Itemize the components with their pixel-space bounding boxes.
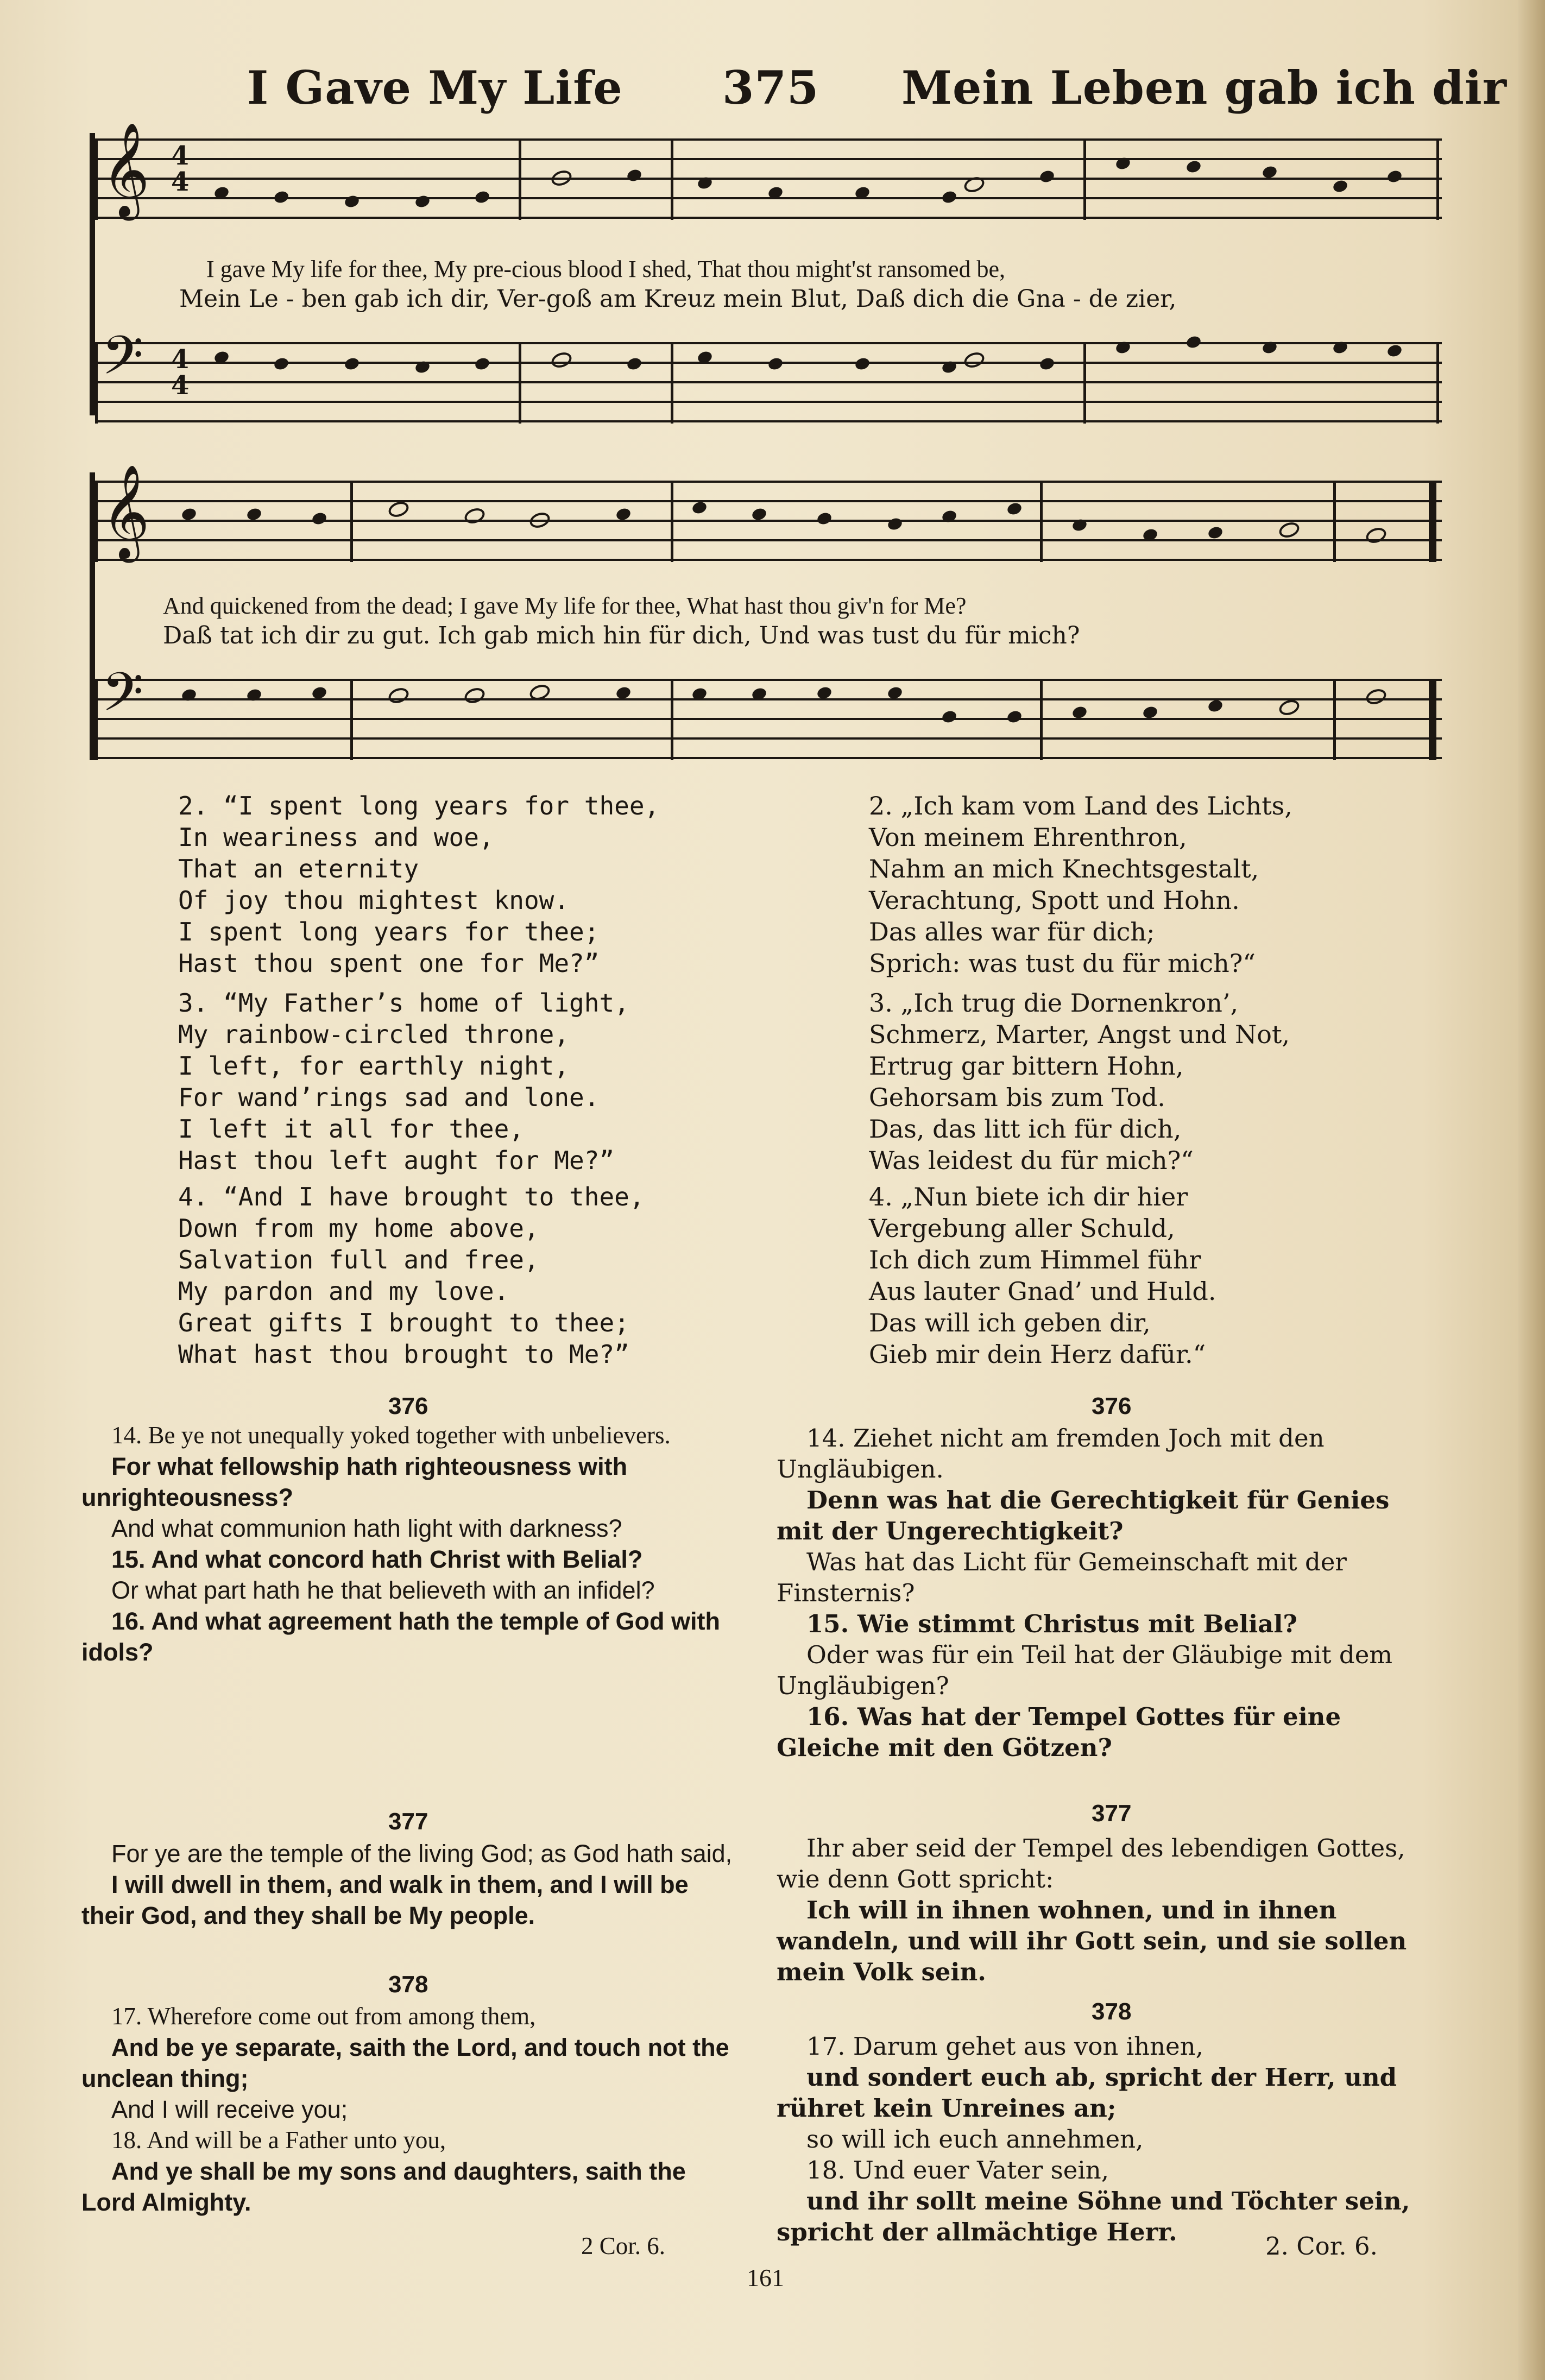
verse-english-3: 3. “My Father’s home of light, My rainbow-circled throne, I left, for earthly night, For wand’rings sad and lone. I left it all for thee, Hast thou left aught for Me?” [178, 988, 629, 1175]
time-signature-bass: 4 4 [171, 344, 190, 401]
reading-line: And ye shall be my sons and daughters, saith the Lord Almighty. [81, 2157, 686, 2216]
reading-376-english [81, 1420, 739, 1668]
bass-staff [95, 325, 1442, 424]
verse-english-4: 4. “And I have brought to thee, Down from my home above, Salvation full and free, My pardon and my love. Great gifts I brought to thee; What hast thou brought to Me?” [178, 1182, 645, 1369]
reading-line: Ihr aber seid der Tempel des lebendigen Gottes, wie denn Gott spricht: [777, 1834, 1405, 1893]
treble-clef-icon: 𝄞 [102, 464, 150, 559]
verse-german-3: 3. „Ich trug die Dornenkron’, Schmerz, Marter, Angst und Not, Ertrug gar bittern Hohn, Gehorsam bis zum Tod. Das, das litt ich für dich, Was leidest du für mich?“ [869, 988, 1290, 1175]
lyrics-german-row1: Mein Le - ben gab ich dir, Ver-goß am Kreuz mein Blut, Daß dich die Gna - de zier, [179, 285, 1177, 313]
hymn-title-english: I Gave My Life [247, 61, 623, 115]
reading-line: For what fellowship hath righteousness with unrighteousness? [81, 1453, 628, 1511]
reading-line: For ye are the temple of the living God; as God hath said, [111, 1840, 733, 1867]
reading-line: Ich will in ihnen wohnen, und in ihnen wandeln, und will ihr Gott sein, und sie sollen mein Volk sein. [777, 1896, 1407, 1986]
page-number: 161 [747, 2264, 784, 2291]
reading-line: und sondert euch ab, spricht der Herr, und rühret kein Unreines an; [777, 2063, 1397, 2123]
page-edge [1518, 0, 1545, 2380]
scripture-reference-en: 2 Cor. 6. [581, 2232, 666, 2259]
lyrics-english-row1: I gave My life for thee, My pre-cious blood I shed, That thou might'st ransomed be, [206, 256, 1006, 282]
reading-number-378-en: 378 [388, 1971, 428, 1998]
reading-number-378-de: 378 [1092, 1998, 1132, 2025]
reading-line: 17. Darum gehet aus von ihnen, [806, 2032, 1203, 2061]
reading-line: 15. And what concord hath Christ with Belial? [111, 1545, 643, 1573]
reading-line: 18. Und euer Vater sein, [806, 2156, 1109, 2185]
reading-line: 16. Was hat der Tempel Gottes für eine Gleiche mit den Götzen? [777, 1702, 1341, 1762]
reading-line: 14. Be ye not unequally yoked together with unbelievers. [111, 1422, 671, 1449]
reading-line: 14. Ziehet nicht am fremden Joch mit den Ungläubigen. [777, 1424, 1325, 1483]
reading-line: Oder was für ein Teil hat der Gläubige mit dem Ungläubigen? [777, 1640, 1392, 1700]
reading-line: I will dwell in them, and walk in them, and I will be their God, and they shall be My people. [81, 1871, 689, 1929]
hymn-title-german: Mein Leben gab ich dir [901, 61, 1508, 115]
reading-line: 18. And will be a Father unto you, [111, 2126, 446, 2154]
reading-377-german [777, 1833, 1442, 1987]
treble-staff [95, 122, 1442, 220]
system-bracket [90, 472, 95, 760]
reading-line: 17. Wherefore come out from among them, [111, 2003, 536, 2030]
reading-377-english [81, 1838, 739, 1931]
reading-line: Or what part hath he that believeth with an infidel? [111, 1576, 655, 1604]
reading-line: Was hat das Licht für Gemeinschaft mit der Finsternis? [777, 1548, 1347, 1607]
verse-german-4: 4. „Nun biete ich dir hier Vergebung aller Schuld, Ich dich zum Himmel führ Aus lauter Gnad’ und Huld. Das will ich geben dir, Gieb mir dein Herz dafür.“ [869, 1182, 1216, 1369]
reading-number-377-en: 377 [388, 1808, 428, 1835]
lyrics-german-row2: Daß tat ich dir zu gut. Ich gab mich hin für dich, Und was tust du für mich? [163, 622, 1080, 649]
reading-line: And what communion hath light with darkness? [111, 1514, 622, 1542]
reading-378-german [777, 2031, 1442, 2248]
bass-staff [95, 661, 1442, 760]
treble-clef-icon: 𝄞 [102, 122, 150, 217]
reading-line: und ihr sollt meine Söhne und Töchter sein, spricht der allmächtige Herr. [777, 2187, 1410, 2246]
reading-line: And I will receive you; [111, 2095, 348, 2123]
reading-line: And be ye separate, saith the Lord, and touch not the unclean thing; [81, 2034, 729, 2092]
verse-german-2: 2. „Ich kam vom Land des Lichts, Von meinem Ehrenthron, Nahm an mich Knechtsgestalt, Verachtung, Spott und Hohn. Das alles war für dich; Sprich: was tust du für mich?“ [869, 791, 1292, 978]
reading-number-376-de: 376 [1092, 1393, 1132, 1419]
reading-number-377-de: 377 [1092, 1800, 1132, 1827]
reading-378-english [81, 2001, 739, 2218]
reading-number-376-en: 376 [388, 1393, 428, 1419]
reading-line: Denn was hat die Gerechtigkeit für Genies mit der Ungerechtigkeit? [777, 1486, 1390, 1545]
reading-line: so will ich euch annehmen, [806, 2125, 1144, 2154]
reading-line: 15. Wie stimmt Christus mit Belial? [806, 1609, 1297, 1638]
reading-376-german [777, 1423, 1442, 1763]
hymn-number: 375 [722, 61, 819, 115]
reading-line: 16. And what agreement hath the temple of God with idols? [81, 1607, 720, 1666]
system-bracket [90, 133, 95, 415]
time-signature-treble: 4 4 [171, 141, 190, 197]
bass-clef-icon: 𝄢 [102, 325, 144, 400]
verse-english-2: 2. “I spent long years for thee, In weariness and woe, That an eternity Of joy thou mightest know. I spent long years for thee; Hast thou spent one for Me?” [178, 791, 660, 978]
treble-staff [95, 464, 1442, 562]
lyrics-english-row2: And quickened from the dead; I gave My life for thee, What hast thou giv'n for Me? [163, 592, 967, 619]
scripture-reference-de: 2. Cor. 6. [1265, 2232, 1378, 2261]
bass-clef-icon: 𝄢 [102, 661, 144, 737]
